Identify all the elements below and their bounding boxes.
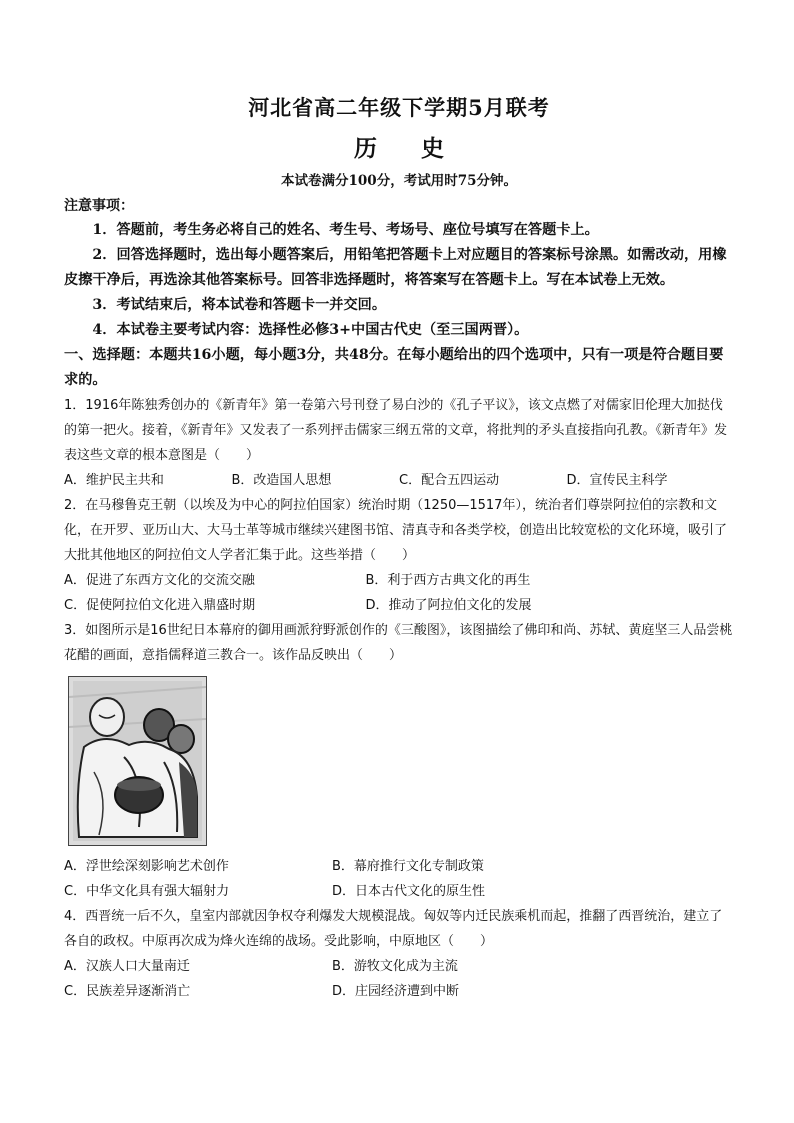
- question-stem: 4．西晋统一后不久，皇室内部就因争权夺利爆发大规模混战。匈奴等内迁民族乘机而起，推翻了西晋统治，建立了各自的政权。中原再次成为烽火连绵的战场。受此影响，中原地区（ ）: [64, 909, 723, 949]
- option-a: A．促进了东西方文化的交流交融: [64, 573, 255, 588]
- notice-item: 3．考试结束后，将本试卷和答题卡一并交回。: [92, 297, 387, 313]
- question-options: [64, 568, 734, 593]
- option-c: C．促使阿拉伯文化进入鼎盛时期: [64, 598, 256, 613]
- option-b: B．游牧文化成为主流: [332, 959, 458, 974]
- option-c: C．配合五四运动: [399, 473, 500, 488]
- option-b: B．幕府推行文化专制政策: [332, 859, 484, 874]
- option-a: A．维护民主共和: [64, 473, 164, 488]
- notice-item: 1．答题前，考生务必将自己的姓名、考生号、考场号、座位号填写在答题卡上。: [92, 222, 599, 238]
- question-options: [64, 954, 734, 979]
- exam-subject: 历 史: [353, 135, 462, 162]
- question-options: [64, 879, 734, 904]
- option-d: D．庄园经济遭到中断: [332, 984, 460, 999]
- question-stem: 1．1916年陈独秀创办的《新青年》第一卷第六号刊登了易白沙的《孔子平议》，该文点燃了对儒家旧伦理大加挞伐的第一把火。接着，《新青年》又发表了一系列抨击儒家三纲五常的文章，将批判的矛头直接指向孔教。《新青年》发表这些文章的根本意图是（ ）: [64, 398, 728, 463]
- question-stem: 3．如图所示是16世纪日本幕府的御用画派狩野派创作的《三酸图》，该图描绘了佛印和尚、苏轼、黄庭坚三人品尝桃花醋的画面，意指儒释道三教合一。该作品反映出（ ）: [64, 623, 733, 663]
- section-heading: 一、选择题：本题共16小题，每小题3分，共48分。在每小题给出的四个选项中，只有一项是符合题目要求的。: [64, 347, 724, 388]
- exam-info: 本试卷满分100分，考试用时75分钟。: [281, 173, 517, 189]
- question-options: [64, 593, 734, 618]
- option-d: D．日本古代文化的原生性: [332, 884, 486, 899]
- notice-item: 4．本试卷主要考试内容：选择性必修3+中国古代史（至三国两晋）。: [92, 322, 529, 338]
- option-c: C．中华文化具有强大辐射力: [64, 884, 230, 899]
- option-d: D．推动了阿拉伯文化的发展: [365, 598, 532, 613]
- option-a: A．浮世绘深刻影响艺术创作: [64, 859, 229, 874]
- question-stem: 2．在马穆鲁克王朝（以埃及为中心的阿拉伯国家）统治时期（1250—1517年），统治者们尊崇阿拉伯的宗教和文化，在开罗、亚历山大、大马士革等城市继续兴建图书馆、清真寺和各类学校，创造出比较宽松的文化环境，吸引了大批其他地区的阿拉伯文人学者汇集于此。这些举措（ ）: [64, 498, 728, 563]
- notice-heading: 注意事项：: [64, 198, 134, 214]
- option-a: A．汉族人口大量南迁: [64, 959, 190, 974]
- notice-item: 2．回答选择题时，选出每小题答案后，用铅笔把答题卡上对应题目的答案标号涂黑。如需改动，用橡皮擦干净后，再选涂其他答案标号。回答非选择题时，将答案写在答题卡上。写在本试卷上无效。: [64, 247, 727, 288]
- painting-illustration: [69, 677, 206, 845]
- exam-page: [64, 92, 734, 1004]
- option-c: C．民族差异逐渐消亡: [64, 984, 191, 999]
- option-b: B．改造国人思想: [231, 473, 332, 488]
- sansan-painting-image: [68, 676, 207, 846]
- question-options: [64, 854, 734, 879]
- exam-title: 河北省高二年级下学期5月联考: [248, 95, 550, 120]
- option-b: B．利于西方古典文化的再生: [365, 573, 531, 588]
- option-d: D．宣传民主科学: [566, 473, 668, 488]
- question-options: [64, 468, 734, 493]
- question-options: [64, 979, 734, 1004]
